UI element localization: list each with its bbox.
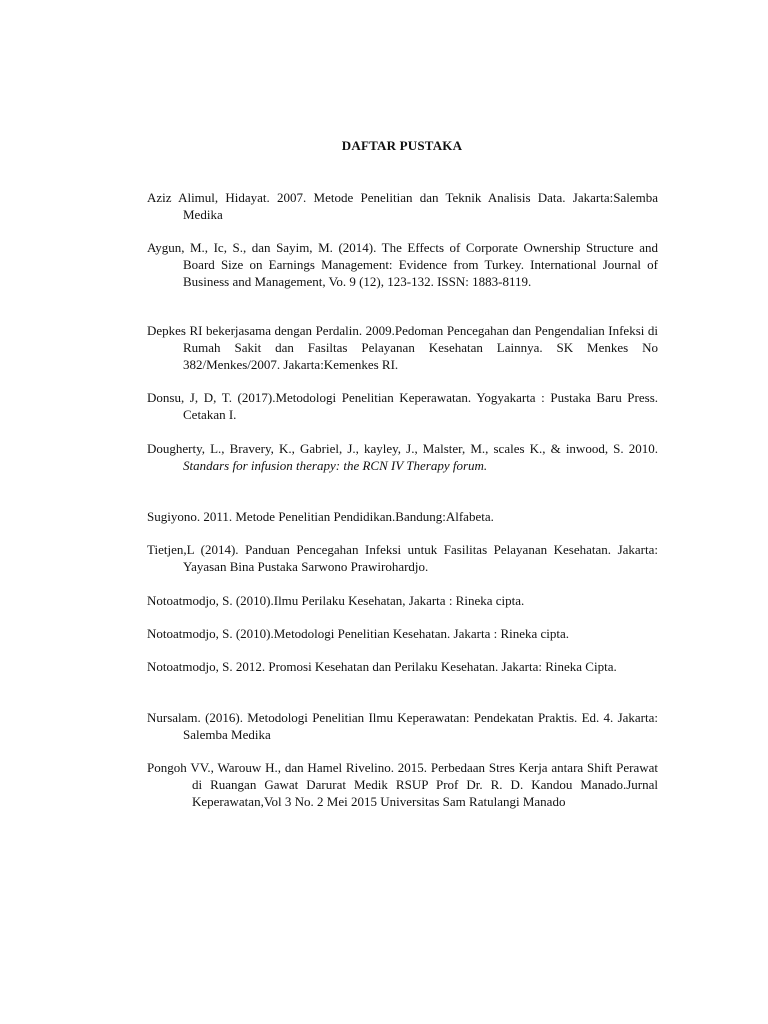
reference-text: Dougherty, L., Bravery, K., Gabriel, J., kayley, J., Malster, M., scales K., & inwood, S. 2010. <box>147 441 658 456</box>
reference-entry: Notoatmodjo, S. (2010).Ilmu Perilaku Kesehatan, Jakarta : Rineka cipta. <box>147 593 525 608</box>
reference-entry: Aygun, M., Ic, S., dan Sayim, M. (2014). The Effects of Corporate Ownership Structure and Board Size on Earnings Management: Evidence from Turkey. International Journal of Business and Management, Vo. 9 (12), 123-132. ISSN: 1883-8119. <box>147 240 658 289</box>
reference-entry: Notoatmodjo, S. 2012. Promosi Kesehatan dan Perilaku Kesehatan. Jakarta: Rineka Cipta. <box>147 659 617 674</box>
reference-entry: Pongoh VV., Warouw H., dan Hamel Rivelino. 2015. Perbedaan Stres Kerja antara Shift Perawat di Ruangan Gawat Darurat Medik RSUP Prof Dr. R. D. Kandou Manado.Jurnal Keperawatan,Vol 3 No. 2 Mei 2015 Universitas Sam Ratulangi Manado <box>147 760 658 809</box>
reference-entry: Aziz Alimul, Hidayat. 2007. Metode Penelitian dan Teknik Analisis Data. Jakarta:Salemba Medika <box>147 190 658 222</box>
reference-entry: Tietjen,L (2014). Panduan Pencegahan Infeksi untuk Fasilitas Pelayanan Kesehatan. Jakarta: Yayasan Bina Pustaka Sarwono Prawirohardjo. <box>147 542 658 574</box>
reference-entry: Depkes RI bekerjasama dengan Perdalin. 2009.Pedoman Pencegahan dan Pengendalian Infeksi di Rumah Sakit dan Fasiltas Pelayanan Kesehatan Lainnya. SK Menkes No 382/Menkes/2007. Jakarta:Kemenkes RI. <box>147 323 658 372</box>
reference-italic-title: Standars for infusion therapy: the RCN IV Therapy forum. <box>183 458 488 473</box>
reference-entry <box>147 440 658 474</box>
reference-entry: Sugiyono. 2011. Metode Penelitian Pendidikan.Bandung:Alfabeta. <box>147 509 494 524</box>
reference-entry: Nursalam. (2016). Metodologi Penelitian Ilmu Keperawatan: Pendekatan Praktis. Ed. 4. Jakarta: Salemba Medika <box>147 710 658 742</box>
page-title: DAFTAR PUSTAKA <box>341 138 463 153</box>
reference-entry: Donsu, J, D, T. (2017).Metodologi Penelitian Keperawatan. Yogyakarta : Pustaka Baru Press. Cetakan I. <box>147 390 658 422</box>
reference-entry: Notoatmodjo, S. (2010).Metodologi Penelitian Kesehatan. Jakarta : Rineka cipta. <box>147 626 570 641</box>
